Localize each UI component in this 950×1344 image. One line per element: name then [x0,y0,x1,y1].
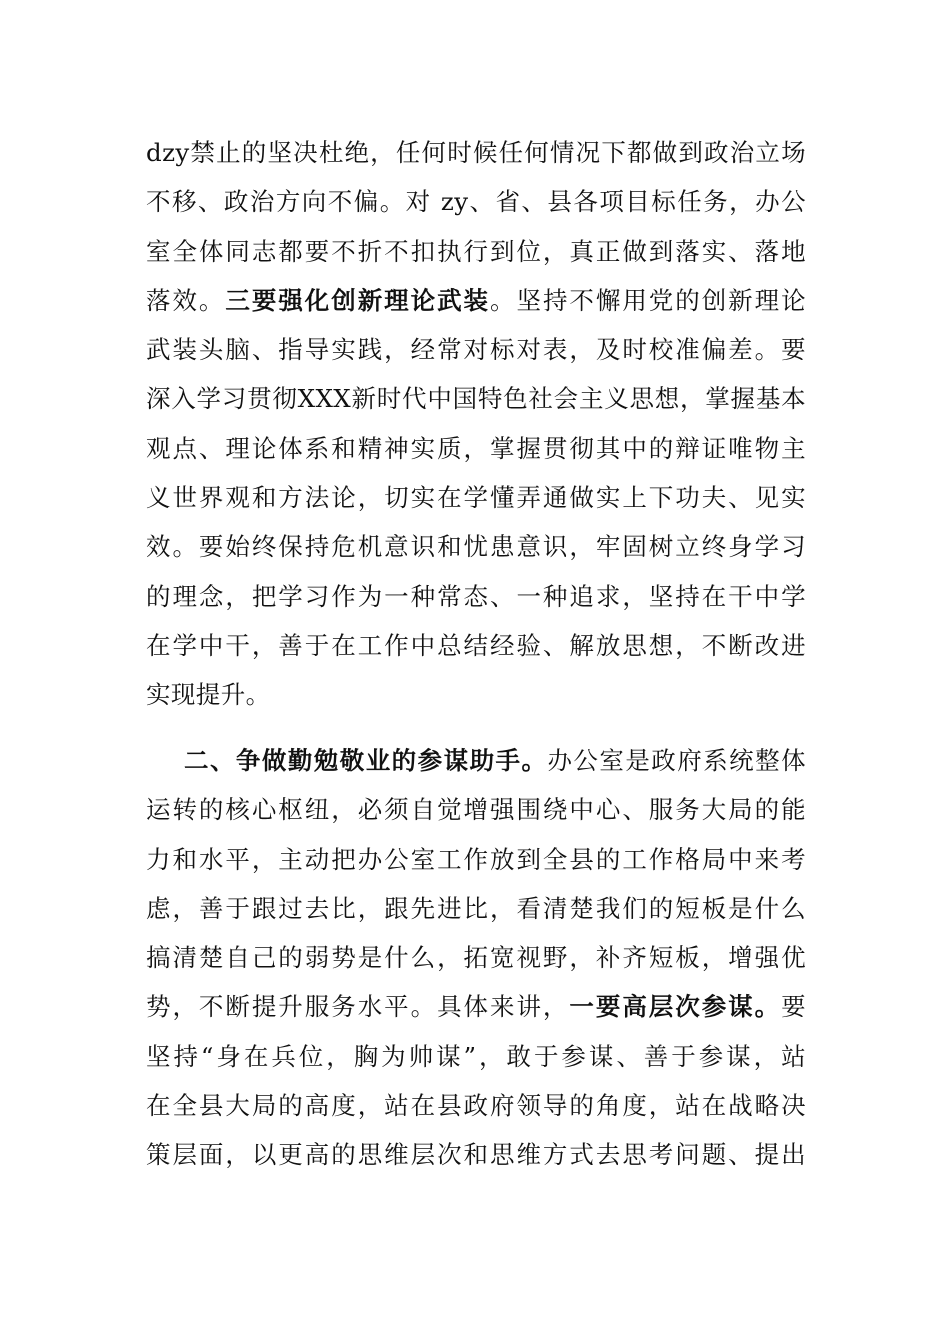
paragraph-line: 不移、政治方向不偏。对 zy、省、县各项目标任务，办公 [146,187,806,217]
paragraph-line: 落效。三要强化创新理论武装。坚持不懈用党的创新理论 [146,285,806,315]
paragraph-line: 在全县大局的高度，站在县政府领导的角度，站在战略决 [146,1091,806,1121]
paragraph-line: 在学中干，善于在工作中总结经验、解放思想，不断改进 [146,630,806,660]
bold-heading-1: 一要高层次参谋。 [569,992,782,1022]
paragraph-line: dzy禁止的坚决杜绝，任何时候任何情况下都做到政治立场 [146,138,806,167]
paragraph-2 [146,736,806,1180]
paragraph-line: 的理念，把学习作为一种常态、一种追求，坚持在干中学 [146,581,806,611]
paragraph-line: 效。要始终保持危机意识和忧患意识，牢固树立终身学习 [146,532,806,562]
paragraph-line: 深入学习贯彻XXX新时代中国特色社会主义思想，掌握基本 [146,384,806,414]
paragraph-line: 实现提升。 [146,680,271,710]
paragraph-line: 策层面，以更高的思维层次和思维方式去思考问题、提出 [146,1140,806,1170]
paragraph-line: 观点、理论体系和精神实质，掌握贯彻其中的辩证唯物主 [146,433,806,463]
paragraph-line: 力和水平，主动把办公室工作放到全县的工作格局中来考 [146,844,806,874]
section-heading-2: 二、争做勤勉敬业的参谋助手。 [184,746,548,775]
paragraph-line: 义世界观和方法论，切实在学懂弄通做实上下功夫、见实 [146,483,806,513]
paragraph-line: 武装头脑、指导实践，经常对标对表，及时校准偏差。要 [146,335,806,365]
paragraph-line: 坚持“身在兵位，胸为帅谋”，敢于参谋、善于参谋，站 [146,1041,806,1071]
paragraph-line: 虑，善于跟过去比，跟先进比，看清楚我们的短板是什么 [146,893,806,923]
paragraph-line: 运转的核心枢纽，必须自觉增强围绕中心、服务大局的能 [146,795,806,825]
paragraph-line: 二、争做勤勉敬业的参谋助手。办公室是政府系统整体 [184,746,806,775]
paragraph-line: 室全体同志都要不折不扣执行到位，真正做到落实、落地 [146,236,806,266]
paragraph-line: 搞清楚自己的弱势是什么，拓宽视野，补齐短板，增强优 [146,943,806,973]
paragraph-line: 势，不断提升服务水平。具体来讲，一要高层次参谋。要 [146,992,806,1022]
bold-heading-3: 三要强化创新理论武装 [225,285,491,315]
paragraph-1 [146,128,806,720]
